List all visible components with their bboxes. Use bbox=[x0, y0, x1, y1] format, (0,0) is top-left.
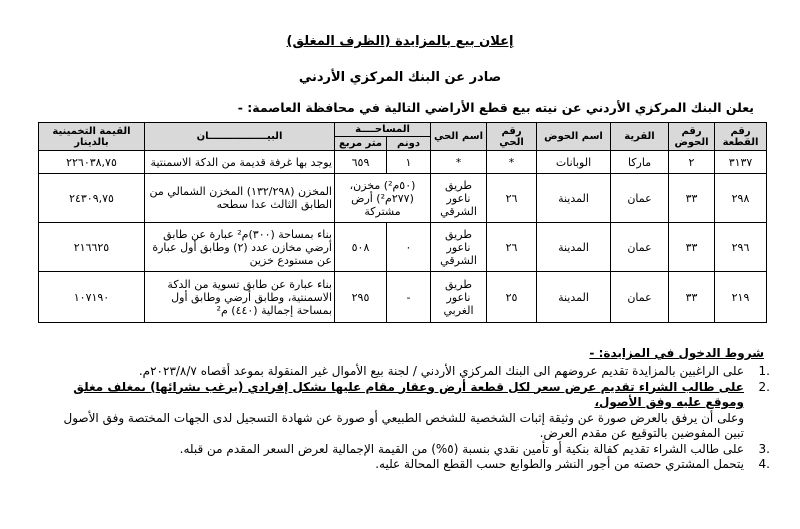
table-row bbox=[39, 223, 767, 272]
condition-text-line2: وعلى أن يرفق بالعرض صورة عن وثيقة إثبات الشخصية للشخص الطبيعي أو صورة عن شهادة التسجيل لدى الجهات المختصة وفق الأصول bbox=[63, 410, 744, 425]
announcement-title-text: إعلان بيع بالمزايدة (الظرف المغلق) bbox=[286, 34, 514, 49]
table-row bbox=[39, 151, 767, 174]
cell-village: عمان bbox=[611, 223, 669, 272]
header-description: البيـــــــــــــــــان bbox=[145, 123, 335, 151]
conditions-heading: شروط الدخول في المزايدة: - bbox=[589, 346, 764, 360]
list-item bbox=[50, 364, 770, 380]
cell-area-dunum: - bbox=[387, 272, 431, 323]
cell-area-combined: (٥٠م²) مخزن، (٢٧٧م²) أرض مشتركة bbox=[335, 174, 431, 223]
cell-district-no: ٢٥ bbox=[487, 272, 537, 323]
cell-basin-name: المدينة bbox=[537, 272, 611, 323]
land-plots-table bbox=[38, 122, 767, 323]
cell-village: عمان bbox=[611, 174, 669, 223]
cell-area-sqm: ٢٩٥ bbox=[335, 272, 387, 323]
cell-description: المخزن (١٣٢/٢٩٨) المخزن الشمالي من الطابق الثالث عدا سطحه bbox=[145, 174, 335, 223]
cell-plot-no: ٢٩٦ bbox=[715, 223, 767, 272]
table-row bbox=[39, 272, 767, 323]
condition-text: يتحمل المشتري حصته من أجور النشر والطوابع حسب القطع المحالة عليه. bbox=[375, 457, 744, 471]
header-basin-name: اسم الحوض bbox=[537, 123, 611, 151]
header-plot-no: رقم القطعة bbox=[715, 123, 767, 151]
cell-area-dunum: ١ bbox=[387, 151, 431, 174]
item-number: .1 bbox=[758, 364, 770, 378]
cell-area-sqm: ٥٠٨ bbox=[335, 223, 387, 272]
cell-basin-name: المدينة bbox=[537, 223, 611, 272]
cell-basin-no: ٣٣ bbox=[669, 174, 715, 223]
conditions-list bbox=[50, 364, 770, 473]
header-value: القيمة التخمينية بالدينار bbox=[39, 123, 145, 151]
list-item bbox=[50, 457, 770, 473]
cell-district-name: طريق ناعور الشرقي bbox=[431, 223, 487, 272]
cell-description: بناء بمساحة (٣٠٠)م² عبارة عن طابق أرضي مخازن عدد (٢) وطابق أول عبارة عن مستودع خزين bbox=[145, 223, 335, 272]
header-area-sqm: متر مربع bbox=[335, 137, 387, 151]
list-item bbox=[50, 442, 770, 458]
header-area-dunum: دونم bbox=[387, 137, 431, 151]
cell-district-no: ٢٦ bbox=[487, 223, 537, 272]
cell-plot-no: ٢١٩ bbox=[715, 272, 767, 323]
condition-text: على الراغبين بالمزايدة تقديم عروضهم الى البنك المركزي الأردني / لجنة بيع الأموال غير المنقولة بموعد أقصاه ٢٠٢٣/٨/٧م. bbox=[138, 364, 744, 378]
cell-district-name: طريق ناعور الشرقي bbox=[431, 174, 487, 223]
header-area: المساحــــة bbox=[335, 123, 431, 137]
cell-value: ١٠٧١٩٠ bbox=[39, 272, 145, 323]
cell-plot-no: ٣١٣٧ bbox=[715, 151, 767, 174]
item-number: .2 bbox=[758, 379, 770, 394]
cell-basin-name: المدينة bbox=[537, 174, 611, 223]
issuer-line: صادر عن البنك المركزي الأردني bbox=[298, 70, 502, 85]
intro-line: يعلن البنك المركزي الأردني عن نيته بيع قطع الأراضي التالية في محافظة العاصمة: - bbox=[237, 100, 754, 115]
cell-value: ٢١٦٦٢٥ bbox=[39, 223, 145, 272]
cell-value: ٢٤٣٠٩,٧٥ bbox=[39, 174, 145, 223]
cell-village: عمان bbox=[611, 272, 669, 323]
announcement-title bbox=[0, 34, 800, 50]
cell-district-name: * bbox=[431, 151, 487, 174]
cell-district-no: * bbox=[487, 151, 537, 174]
item-number: .3 bbox=[758, 441, 770, 456]
condition-text-underlined: على طالب الشراء تقديم عرض سعر لكل قطعة أرض وعقار مقام عليها بشكل إفرادي (يرغب بشرائها) بمغلف مغلق وموقع عليه وفق الأصول، bbox=[73, 379, 744, 409]
cell-district-no: ٢٦ bbox=[487, 174, 537, 223]
header-district-name: اسم الحي bbox=[431, 123, 487, 151]
header-basin-no: رقم الحوض bbox=[669, 123, 715, 151]
cell-area-dunum: ٠ bbox=[387, 223, 431, 272]
cell-basin-no: ٢ bbox=[669, 151, 715, 174]
table-row bbox=[39, 174, 767, 223]
cell-value: ٢٢٦٠٣٨,٧٥ bbox=[39, 151, 145, 174]
cell-plot-no: ٢٩٨ bbox=[715, 174, 767, 223]
cell-village: ماركا bbox=[611, 151, 669, 174]
header-village: القرية bbox=[611, 123, 669, 151]
header-district-no: رقم الحي bbox=[487, 123, 537, 151]
cell-basin-name: الوبانات bbox=[537, 151, 611, 174]
cell-basin-no: ٣٣ bbox=[669, 272, 715, 323]
list-item bbox=[50, 380, 770, 442]
table-header-row bbox=[39, 123, 767, 137]
condition-text: على طالب الشراء تقديم كفالة بنكية أو تأمين نقدي بنسبة (٥%) من القيمة الإجمالية لعرض السعر المقدم من قبله. bbox=[179, 441, 744, 456]
cell-area-sqm: ٦٥٩ bbox=[335, 151, 387, 174]
item-number: .4 bbox=[758, 457, 770, 471]
cell-basin-no: ٣٣ bbox=[669, 223, 715, 272]
cell-district-name: طريق ناعور الغربي bbox=[431, 272, 487, 323]
cell-description: يوجد بها غرفة قديمة من الدكة الاسمنتية bbox=[145, 151, 335, 174]
condition-text-line3: تبين المفوضين بالتوقيع عن مقدم العرض. bbox=[539, 426, 744, 440]
cell-description: بناء عبارة عن طابق تسوية من الدكة الاسمنتية، وطابق أرضي وطابق أول بمساحة إجمالية (٤٤٠) م² bbox=[145, 272, 335, 323]
